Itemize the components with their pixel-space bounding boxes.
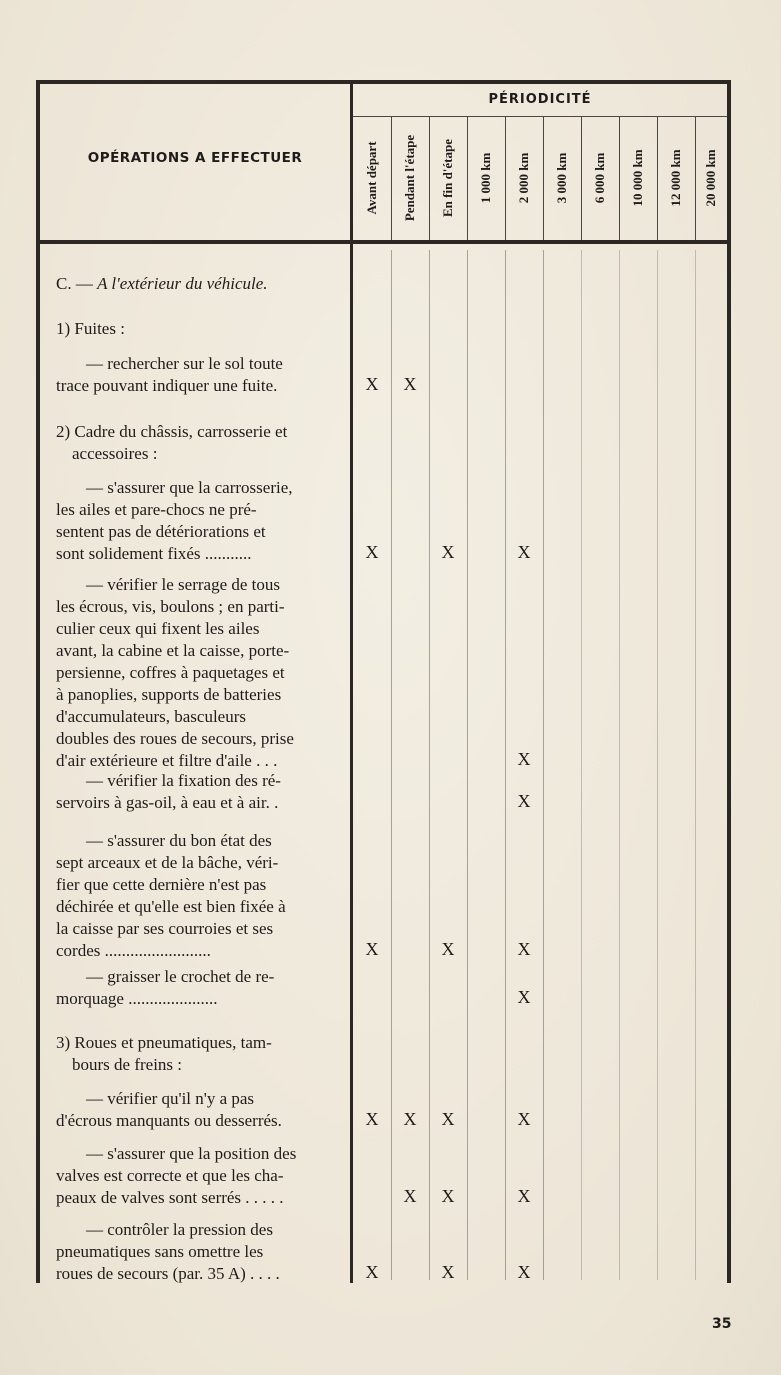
operation-item	[56, 1143, 350, 1209]
operation-line: d'accumulateurs, basculeurs	[56, 707, 246, 726]
operation-line: 2) Cadre du châssis, carrosserie et	[56, 422, 288, 441]
operation-line: sept arceaux et de la bâche, véri-	[56, 853, 279, 872]
column-header-line	[581, 116, 582, 240]
periodicity-mark: X	[365, 542, 379, 562]
column-body-line	[467, 250, 468, 1280]
column-body-line	[619, 250, 620, 1280]
operation-line: doubles des roues de secours, prise	[56, 729, 294, 748]
periodicity-mark: X	[517, 939, 531, 959]
periodicity-mark: X	[403, 1109, 417, 1129]
column-header-line	[391, 116, 392, 240]
operation-line: sentent pas de détériorations et	[56, 522, 266, 541]
periodicity-mark: X	[365, 1262, 379, 1282]
periodicity-mark: X	[441, 939, 455, 959]
operation-line: déchirée et qu'elle est bien fixée à	[56, 897, 286, 916]
column-header-label: En fin d'étape	[440, 138, 455, 218]
column-header-label: 2 000 km	[516, 152, 531, 204]
column-header	[657, 118, 695, 238]
operation-line: peaux de valves sont serrés . . . . .	[56, 1188, 284, 1207]
operation-item	[56, 574, 350, 772]
column-header-line	[467, 116, 468, 240]
periodicity-mark: X	[517, 749, 531, 769]
page-number: 35	[712, 1316, 732, 1332]
column-header-label: Avant départ	[364, 141, 379, 215]
column-header	[581, 118, 619, 238]
operation-item	[56, 421, 350, 465]
column-header-line	[695, 116, 696, 240]
column-header-label: 10 000 km	[630, 149, 645, 207]
operation-line: — contrôler la pression des	[86, 1220, 273, 1239]
periodicity-mark: X	[441, 1109, 455, 1129]
operation-line: — graisser le crochet de re-	[86, 967, 275, 986]
operation-line: roues de secours (par. 35 A) . . . .	[56, 1264, 280, 1283]
operation-line: 3) Roues et pneumatiques, tam-	[56, 1033, 272, 1052]
operation-line: d'écrous manquants ou desserrés.	[56, 1111, 282, 1130]
column-header-line	[619, 116, 620, 240]
operation-line: cordes .........................	[56, 941, 211, 960]
column-body-line	[581, 250, 582, 1280]
operation-item	[56, 830, 350, 962]
column-header-line	[543, 116, 544, 240]
header-separator	[36, 240, 731, 244]
column-header	[353, 118, 391, 238]
periodicity-mark: X	[365, 374, 379, 394]
operation-line: trace pouvant indiquer une fuite.	[56, 376, 278, 395]
operation-item	[56, 1088, 350, 1132]
column-header	[695, 118, 727, 238]
column-body-line	[543, 250, 544, 1280]
column-header-label: 3 000 km	[554, 152, 569, 204]
periodicity-mark: X	[517, 987, 531, 1007]
operation-line: la caisse par ses courroies et ses	[56, 919, 274, 938]
operation-line: — rechercher sur le sol toute	[86, 354, 283, 373]
column-header-line	[505, 116, 506, 240]
section-prefix: C. —	[56, 274, 93, 293]
column-divider	[350, 84, 353, 1283]
column-header	[505, 118, 543, 238]
operation-line: valves est correcte et que les cha-	[56, 1166, 284, 1185]
section-title	[56, 273, 350, 295]
operation-line: les ailes et pare-chocs ne pré-	[56, 500, 257, 519]
periodicity-mark: X	[517, 1109, 531, 1129]
operation-line: culier ceux qui fixent les ailes	[56, 619, 260, 638]
operation-line: accessoires :	[72, 444, 158, 463]
operation-line: pneumatiques sans omettre les	[56, 1242, 264, 1261]
operation-item	[56, 1219, 350, 1285]
operation-line: — s'assurer que la carrosserie,	[86, 478, 293, 497]
periodicity-mark: X	[441, 542, 455, 562]
periodicity-header: PÉRIODICITÉ	[488, 92, 592, 107]
operation-line: sont solidement fixés ...........	[56, 544, 252, 563]
column-header-label: Pendant l'étape	[402, 134, 417, 222]
operation-line: fier que cette dernière n'est pas	[56, 875, 267, 894]
table-left-border	[36, 80, 40, 1283]
operation-line: d'air extérieure et filtre d'aile . . .	[56, 751, 278, 770]
periodicity-mark: X	[441, 1186, 455, 1206]
periodicity-divider	[353, 116, 727, 117]
column-body-line	[657, 250, 658, 1280]
table-top-border	[36, 80, 729, 84]
operation-line: les écrous, vis, boulons ; en parti-	[56, 597, 285, 616]
operation-line: persienne, coffres à paquetages et	[56, 663, 285, 682]
operation-line: — s'assurer du bon état des	[86, 831, 272, 850]
operation-line: — vérifier la fixation des ré-	[86, 771, 281, 790]
column-header-label: 20 000 km	[703, 149, 718, 207]
periodicity-mark: X	[517, 1262, 531, 1282]
operation-line: — s'assurer que la position des	[86, 1144, 297, 1163]
column-header-label: 12 000 km	[668, 149, 683, 207]
periodicity-mark: X	[441, 1262, 455, 1282]
operation-line: à panoplies, supports de batteries	[56, 685, 282, 704]
operation-item	[56, 318, 350, 340]
operation-line: servoirs à gas-oil, à eau et à air. .	[56, 793, 279, 812]
operation-item	[56, 477, 350, 565]
operation-line: 1) Fuites :	[56, 319, 125, 338]
operation-line: morquage .....................	[56, 989, 218, 1008]
periodicity-mark: X	[365, 1109, 379, 1129]
operation-line: bours de freins :	[72, 1055, 183, 1074]
operation-item	[56, 1032, 350, 1076]
periodicity-mark: X	[517, 542, 531, 562]
column-header	[467, 118, 505, 238]
operation-item	[56, 966, 350, 1010]
column-header-line	[429, 116, 430, 240]
column-header	[619, 118, 657, 238]
operation-line: avant, la cabine et la caisse, porte-	[56, 641, 290, 660]
periodicity-mark: X	[365, 939, 379, 959]
column-header	[391, 118, 429, 238]
column-header	[543, 118, 581, 238]
column-header-label: 1 000 km	[478, 152, 493, 204]
operation-line: — vérifier qu'il n'y a pas	[86, 1089, 255, 1108]
column-header-line	[657, 116, 658, 240]
table-right-border	[727, 80, 731, 1283]
column-header	[429, 118, 467, 238]
column-body-line	[695, 250, 696, 1280]
operations-header: OPÉRATIONS A EFFECTUER	[87, 150, 303, 166]
periodicity-mark: X	[517, 1186, 531, 1206]
section-title-text: A l'extérieur du véhicule.	[97, 274, 268, 293]
operation-line: — vérifier le serrage de tous	[86, 575, 280, 594]
column-header-label: 6 000 km	[592, 152, 607, 204]
operation-item	[56, 770, 350, 814]
periodicity-mark: X	[403, 1186, 417, 1206]
periodicity-mark: X	[403, 374, 417, 394]
operation-item	[56, 353, 350, 397]
periodicity-mark: X	[517, 791, 531, 811]
